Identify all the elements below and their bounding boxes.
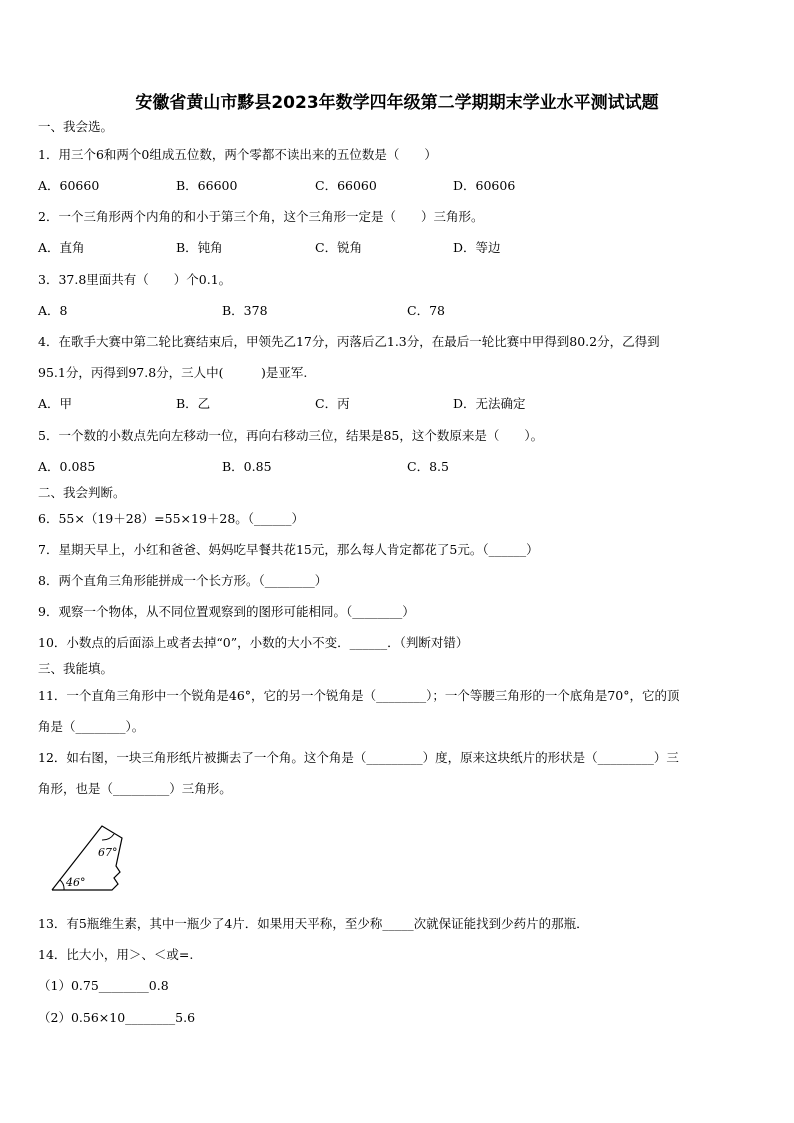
question-10: 10．小数点的后面添上或者去掉“0”，小数的大小不变．______．（判断对错）: [38, 635, 469, 650]
angle-label-top: 67°: [98, 846, 118, 859]
page-title: 安徽省黄山市黟县2023年数学四年级第二学期期末学业水平测试试题: [135, 93, 659, 113]
question-2: 2．一个三角形两个内角的和小于第三个角，这个三角形一定是（ ）三角形。: [38, 209, 484, 224]
question-3: 3．37.8里面共有（ ）个0.1。: [38, 272, 232, 287]
q5-option-c: C．8.5: [407, 459, 449, 474]
angle-label-left: 46°: [66, 876, 86, 889]
q1-option-d: D．60606: [453, 178, 516, 193]
section-heading-2: 二、我会判断。: [38, 485, 126, 500]
question-12-line-2: 角形，也是（_________）三角形。: [38, 781, 232, 796]
q2-option-a: A．直角: [38, 240, 85, 255]
q1-option-a: A．60660: [38, 178, 100, 193]
section-heading-3: 三、我能填。: [38, 661, 114, 676]
question-9: 9．观察一个物体，从不同位置观察到的图形可能相同。（________）: [38, 604, 415, 619]
q5-option-b: B．0.85: [222, 459, 272, 474]
q4-option-b: B．乙: [176, 396, 211, 411]
q3-option-c: C．78: [407, 303, 445, 318]
question-11-line-1: 11．一个直角三角形中一个锐角是46°，它的另一个锐角是（________）；一个等腰三角形的一个底角是70°，它的顶: [38, 688, 680, 703]
question-14-part-1: （1）0.75________0.8: [38, 978, 169, 993]
torn-triangle-figure: [50, 822, 140, 894]
left-angle-arc: [60, 880, 64, 890]
question-13: 13．有5瓶维生素，其中一瓶少了4片．如果用天平称，至少称_____次就保证能找到少药片的那瓶．: [38, 916, 589, 931]
section-heading-1: 一、我会选。: [38, 119, 114, 134]
question-8: 8．两个直角三角形能拼成一个长方形。（________）: [38, 573, 328, 588]
q1-option-b: B．66600: [176, 178, 238, 193]
question-6: 6．55×（19＋28）=55×19＋28。（______）: [38, 511, 305, 526]
q4-option-d: D．无法确定: [453, 396, 526, 411]
q5-option-a: A．0.085: [38, 459, 96, 474]
q2-option-c: C．锐角: [315, 240, 363, 255]
top-angle-arc: [102, 834, 114, 840]
q4-option-c: C．丙: [315, 396, 350, 411]
question-5: 5．一个数的小数点先向左移动一位，再向右移动三位，结果是85，这个数原来是（ ）。: [38, 428, 544, 443]
question-11-line-2: 角是（________）。: [38, 719, 145, 734]
q1-option-c: C．66060: [315, 178, 377, 193]
q2-option-d: D．等边: [453, 240, 501, 255]
question-4-line-1: 4．在歌手大赛中第二轮比赛结束后，甲领先乙17分，丙落后乙1.3分，在最后一轮比赛中甲得到80.2分，乙得到: [38, 334, 660, 349]
question-7: 7．星期天早上，小红和爸爸、妈妈吃早餐共花15元，那么每人肯定都花了5元。（______）: [38, 542, 539, 557]
q3-option-b: B．378: [222, 303, 268, 318]
question-14: 14．比大小，用＞、＜或=.: [38, 947, 194, 962]
question-4-line-2: 95.1分，丙得到97.8分，三人中( )是亚军.: [38, 365, 308, 380]
q3-option-a: A．8: [38, 303, 68, 318]
question-1: 1．用三个6和两个0组成五位数，两个零都不读出来的五位数是（ ）: [38, 147, 437, 162]
q2-option-b: B．钝角: [176, 240, 223, 255]
question-14-part-2: （2）0.56×10________5.6: [38, 1010, 196, 1025]
q4-option-a: A．甲: [38, 396, 73, 411]
question-12-line-1: 12．如右图，一块三角形纸片被撕去了一个角。这个角是（_________）度，原来这块纸片的形状是（_________）三: [38, 750, 679, 765]
